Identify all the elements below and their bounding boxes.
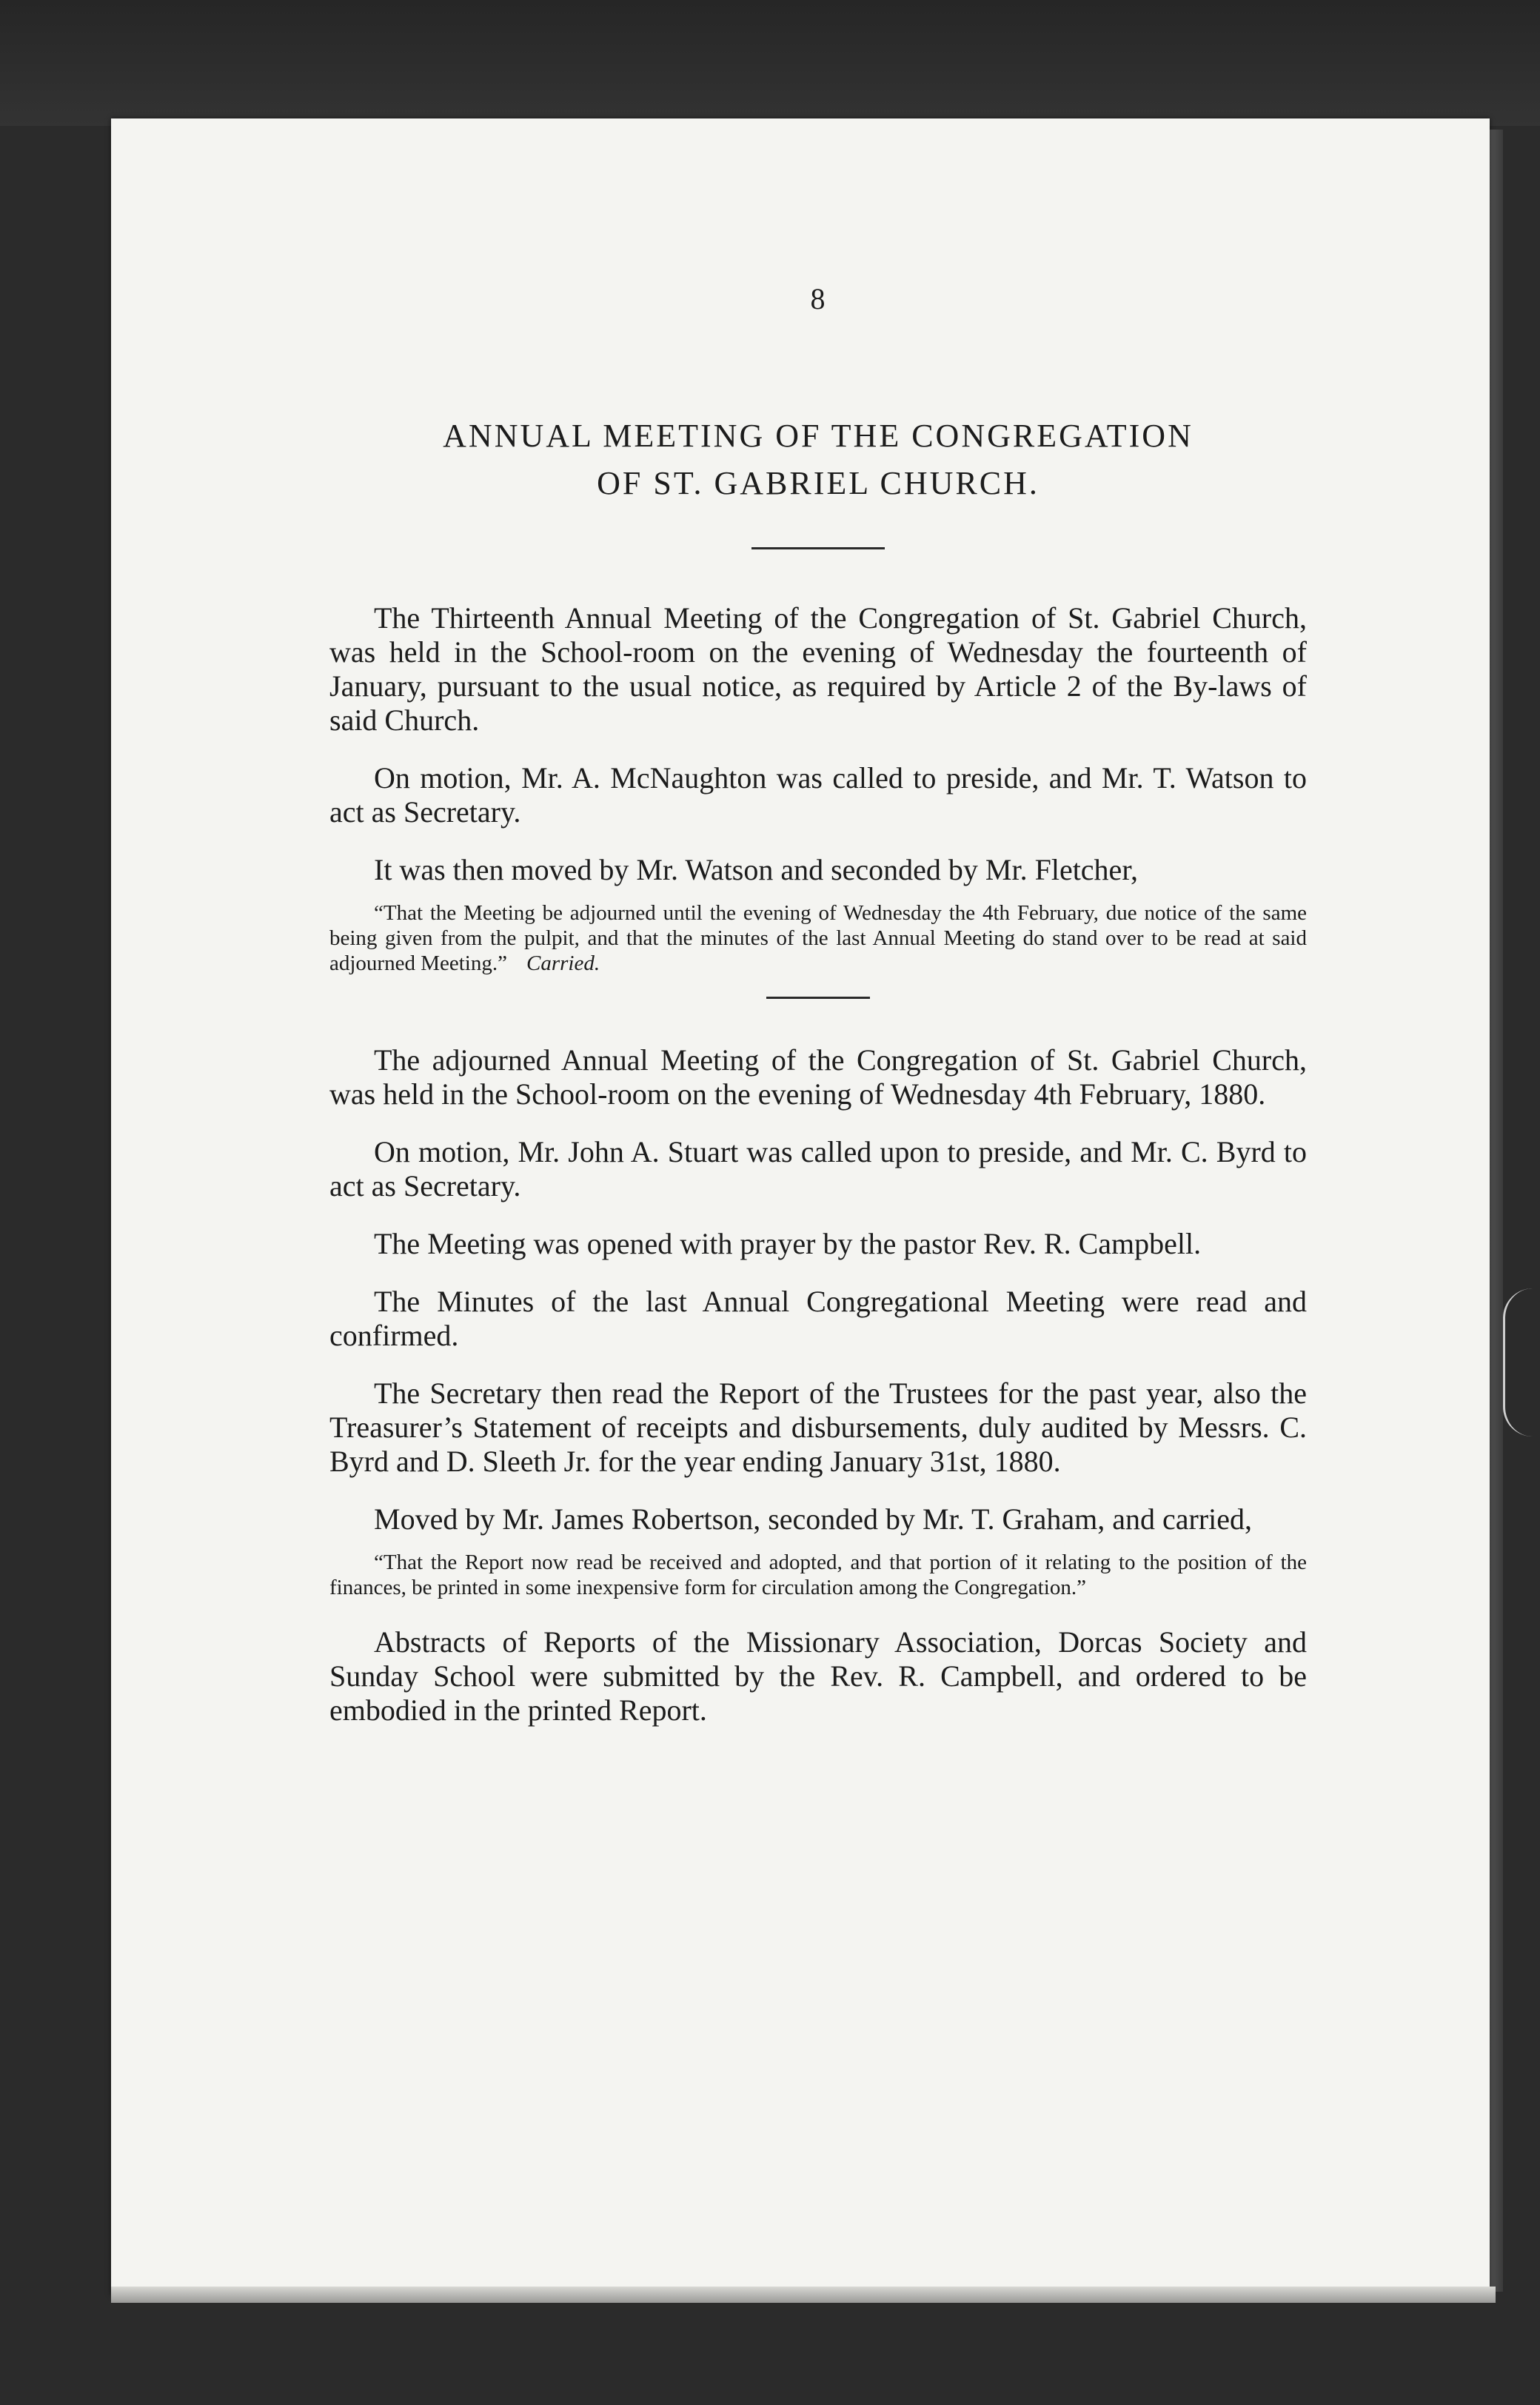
- paragraph-robertson-motion: Moved by Mr. James Robertson, seconded by Mr. T. Graham, and carried,: [374, 1502, 1253, 1536]
- scan-backdrop: [0, 0, 1540, 126]
- quote-adjournment-text: “That the Meeting be adjourned until the evening of Wednesday the 4th February, due notice of the same being given from the pulpit, and that the minutes of the last Annual Meeting do stand over to be read at said adjourned Meeting.”: [329, 901, 1307, 975]
- paragraph-thirteenth-meeting: The Thirteenth Annual Meeting of the Congregation of St. Gabriel Church, was held in the School-room on the evening of Wednesday the fourteenth of January, pursuant to the usual notice, as required by Article 2 of the By-laws of said Church.: [329, 601, 1307, 737]
- heading-line-1: ANNUAL MEETING OF THE CONGREGATION: [443, 418, 1194, 454]
- paragraph-abstracts-reports: Abstracts of Reports of the Missionary Association, Dorcas Society and Sunday School were submitted by the Rev. R. Campbell, and ordered to be embodied in the printed Report.: [329, 1625, 1307, 1727]
- section-divider-2: [766, 997, 870, 999]
- quote-adjournment-resolution: [329, 900, 1307, 976]
- page-number: 8: [810, 282, 826, 315]
- bookmark-ribbon: [1503, 1288, 1540, 1436]
- heading-line-2: OF ST. GABRIEL CHURCH.: [597, 465, 1040, 501]
- paragraph-minutes-confirmed: The Minutes of the last Annual Congregational Meeting were read and confirmed.: [329, 1285, 1307, 1352]
- paragraph-trustees-report: The Secretary then read the Report of the Trustees for the past year, also the Treasurer’s Statement of receipts and disbursements, duly audited by Messrs. C. Byrd and D. Sleeth Jr. for the year ending January 31st, 1880.: [329, 1377, 1307, 1478]
- quote-report-resolution: “That the Report now read be received and adopted, and that portion of it relating to the position of the finances, be printed in some inexpensive form for circulation among the Congregation.”: [329, 1551, 1307, 1599]
- paragraph-adjourned-meeting: The adjourned Annual Meeting of the Congregation of St. Gabriel Church, was held in the School-room on the evening of Wednesday 4th February, 1880.: [329, 1043, 1307, 1111]
- paragraph-stuart-preside: On motion, Mr. John A. Stuart was called upon to preside, and Mr. C. Byrd to act as Secretary.: [329, 1135, 1307, 1202]
- carried-label: Carried.: [526, 951, 600, 975]
- section-divider: [751, 547, 885, 549]
- paragraph-opening-prayer: The Meeting was opened with prayer by the pastor Rev. R. Campbell.: [374, 1227, 1202, 1260]
- page-content: [329, 281, 1307, 1751]
- page-bottom-edge: [111, 2287, 1496, 2303]
- paragraph-moved-seconded: It was then moved by Mr. Watson and seconded by Mr. Fletcher,: [374, 853, 1139, 886]
- paragraph-preside-motion: On motion, Mr. A. McNaughton was called to preside, and Mr. T. Watson to act as Secretary.: [329, 761, 1307, 829]
